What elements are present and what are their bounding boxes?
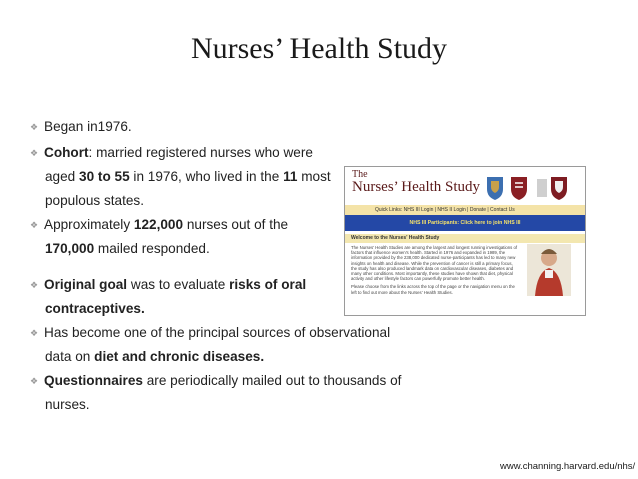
bullet-questionnaires: ❖ Questionnaires are periodically mailed out to thousands of (30, 373, 402, 388)
bullet-cohort-line3: populous states. (45, 193, 144, 208)
diamond-bullet-icon: ❖ (30, 280, 39, 290)
site-logo: Nurses’ Health Study (352, 179, 481, 195)
diamond-bullet-icon: ❖ (30, 122, 39, 132)
website-body-text: The Nurses' Health Studies are among the largest and longest running investigations of factors that influence women's health. Started in 1976 and expanded in 1989, the information provided by the 238,000 dedicated nurse-participants has led to many new insights on health and disease. While the prevention of cancer is still a primary focus, the study has also produced landmark data on cardiovascular diseases, diabetes and many other conditions. Most importantly, these studies have shown that diet, physical activity and other lifestyle factors can powerfully promote better health. Please choose from the links across the top of the page or the navigation menu on the left to find out more about the Nurses' Health Studies. (351, 245, 518, 295)
diamond-bullet-icon: ❖ (30, 220, 39, 230)
website-screenshot (344, 166, 586, 316)
bullet-original-goal-line2: contraceptives. (45, 301, 145, 316)
bullet-approximately: ❖ Approximately 122,000 nurses out of the (30, 217, 289, 232)
diamond-bullet-icon: ❖ (30, 148, 39, 158)
bullet-approximately-line2: 170,000 mailed responded. (45, 241, 210, 256)
website-header (345, 167, 585, 205)
logo-the: The (352, 169, 368, 180)
slide-title: Nurses’ Health Study (190, 32, 448, 65)
bullet-cohort: ❖ Cohort: married registered nurses who were (30, 145, 313, 160)
bullet-principal-source: ❖ Has become one of the principal sources of observational (30, 325, 391, 340)
diamond-bullet-icon: ❖ (30, 328, 39, 338)
quick-links-bar: Quick Links: NHS III Login | NHS II Login | Donate | Contact Us (345, 205, 585, 215)
bullet-original-goal: ❖ Original goal was to evaluate risks of oral (30, 277, 307, 292)
bullet-principal-source-line2: data on diet and chronic diseases. (45, 349, 265, 364)
welcome-heading: Welcome to the Nurses' Health Study (345, 234, 585, 243)
bullet-began: ❖ Began in1976. (30, 119, 132, 134)
diamond-bullet-icon: ❖ (30, 376, 39, 386)
nurse-photo (527, 244, 571, 296)
bullet-questionnaires-line2: nurses. (45, 397, 90, 412)
source-url: www.channing.harvard.edu/nhs/ (500, 461, 636, 472)
join-nhs3-banner: NHS III Participants: Click here to join NHS III (345, 215, 585, 231)
bullet-cohort-line2: aged 30 to 55 in 1976, who lived in the 11 most (45, 169, 331, 184)
university-shields-icon (485, 175, 577, 201)
